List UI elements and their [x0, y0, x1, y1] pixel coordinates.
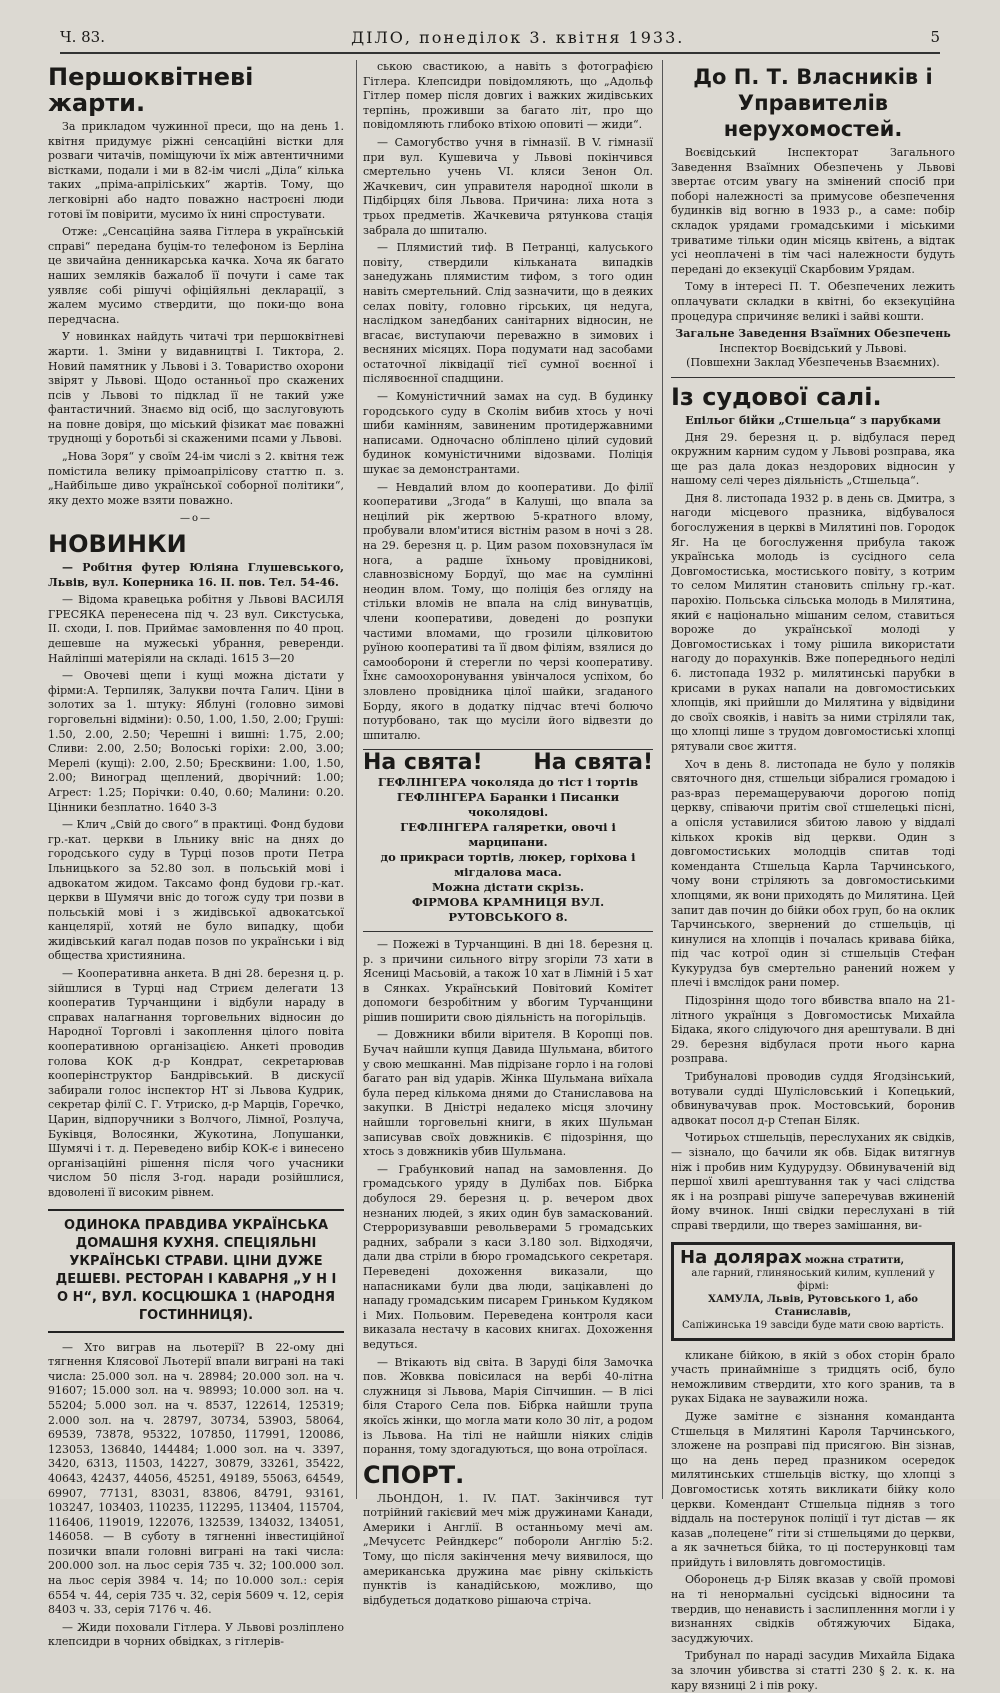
- column-2: [356, 60, 653, 1607]
- news-item: — Грабунковий напад на замовлення. До громадського уряду в Дулібах пов. Бібрка добулося 29. березня ц. р. вечером двох незнаних людей, з яких один був замаскований. Стерроризувавши револьверами 5 громадських радних, забрали з каси 3.180 зол. Відходячи, дали два стріли в бюро громадського секретаря. Переведені дохоження виказали, що напасниками були два люди, зацікавлені до нападу громадським писарем Гриньком Кудяком і Мих. Польовим. Переведена контроля каси виказала нестачу в касових книгах. Дохоження ведуться.: [363, 1162, 653, 1351]
- news-item: — Довжники вбили вірителя. В Коропці пов. Бучач найшли купця Давида Шульмана, вбитого у свою мешканні. Мав підрізане горло і на голові багато ран від ударів. Жінка Шульмана виїхала була перед кількома днями до Станиславова на закупки. В Дністрі недалеко місця злочину найшли торговельні книги, в яких Шульман записував своїх довжників. Є підозріння, що хтось з довжників убив Шульмана.: [363, 1028, 653, 1159]
- headline-court: Із судової салі.: [671, 382, 882, 411]
- article-paragraph: Воєвідський Інспекторат Загального Заведення Взаїмних Обезпечень у Львові звертає отсим увагу на змінений спосіб при поборі належності за примусове обезпечення будинків від вогню в 1933 р., а саме: побір складок урядами громадськими і міськими триватиме тільки один місяць квітень, а відтак усі неоплачені в тім часі належности будуть переданi до екзекуції Скарбовим Урядам.: [671, 146, 955, 276]
- news-item: — Невдалий влом до кооперативи. До філії кооперативи „Згода“ в Калуші, що впала за нецілий рік жертвою 5-кратного влому, пробували влом'итися вістнім разом в ночі з 28. на 29. березня ц. р. Цим разом поховзнулася їм нога, а радше їхньому провідникові, славнозвісному Бордуї, що має на сумлінні неодин влом. Тому, що поліція без огляду на стільки вломів не впала на слід винуватців, члени кооперативи, доведені до розпуки частими вломами, що грозили цілковитою руїною кооперативі та її двом філіям, взялися до самооборони й стерегли по черзі кооперативу. Їхнє самоохоронування увінчалося успіхом, бо зловлено провідника цілої шайки, згаданого Борду, якого в додатку підчас втечі болючо потурбовано, так що мусіли його відвезти до шпиталю.: [363, 480, 653, 742]
- masthead: [60, 22, 940, 54]
- ad-line: Можна дістати скрізь.: [431, 879, 585, 894]
- article-paragraph: Підозріння щодо того вбивства впало на 21-літного українця з Довгомостиськ Михайла Бідака, якого слідуючого дня арештували. В дні 29. березня відбулася проти нього карна розправа.: [671, 994, 955, 1066]
- news-item: — Втікають від світа. В Заруді біля Замочка пов. Жовква повісилася на вербі 40-літна служниця зі Львова, Марія Сіпчишин. — В лісі біля Старого Села пов. Бібрка найшли трупа якоїсь жінки, що могла мати коло 30 літ, а родом із Львова. На тілі не найшли ніяких слідів порання, тому здогадуються, що вона отроїлася.: [363, 1355, 653, 1457]
- carpet-ad-line: ХАМУЛА, Львів, Рутовського 1, або Станиславів,: [708, 1293, 918, 1318]
- carpet-ad-title: На долярах: [680, 1246, 802, 1268]
- signature-line: (Повшехни Заклад Убезпеченьв Взаємних).: [686, 356, 940, 370]
- headline-april-jokes: Першоквітневі жарти.: [48, 63, 254, 117]
- holiday-ad-title-left: На свята!: [363, 750, 483, 776]
- news-item: — Самогубство учня в гімназії. В V. гімназії при вул. Кушевича у Львові покінчився смертельно учень VI. кляси Зенон Ол. Жачкевич, син управителя народної школи в Підбірцях біля Львова. Причина: лиха нота з трьох предметів. Жачкевича рятункова стація забрала до шпиталю.: [363, 135, 653, 237]
- ad-line: ГЕФЛІНГЕРА чоколяда до тіст і тортів: [377, 774, 639, 789]
- news-item: — Пожежі в Турчанщині. В дні 18. березня ц. р. з причини сильного вітру згоріли 73 хати в Ясениці Масьовій, а також 10 хат в Лімній і 5 хат в Сянках. Український Повітовий Комітет допомоги безробітним у вбогим Турчанщини рішив поширити свою діяльність на погорільців.: [363, 937, 653, 1024]
- news-item: — Клич „Свій до свого“ в практиці. Фонд будови гр.-кат. церкви в Ільнику вніс на днях до городського суду в Турці позов проти Петра Ільницького за 52.80 зол. в польській мові і адвокатом жидом. Таксамо фонд будови гр.-кат. церкви в Шумячи вніс до тогож суду три позви в польській мові і з жидівської адвокатської канцелярії, хотяй не було випадку, щоби жидівський кагал подав позов по українськи і від общества християнина.: [48, 818, 344, 963]
- column-1: [48, 60, 344, 1649]
- column-3: [662, 60, 955, 1692]
- article-paragraph: кликане бійкою, в якій з обох сторін брало участь принаймніше з тридцять осіб, було неможливим ствердити, хто кого зранив, та в руках Бідака не зауважили ножа.: [671, 1348, 955, 1406]
- carpet-ad: [671, 1242, 955, 1341]
- news-item: — Кооперативна анкета. В дні 28. березня ц. р. зійшлися в Турці над Стриєм делегати 13 кооператив Турчанщини і відбули нараду в справах налагнання торговельних відносин до Народної Торговлі і закоплення цілого повіта кооперативною організацією. Анкеті проводив голова КОК д-р Кондрат, секретарював кооперінструктор Бандрівський. В дискусії забирали голос інспектор НТ зі Львова Кудрик, секретар філії С. Г. Утриско, д-р Марців, Горечко, Царин, відпоручники з Волчого, Лімної, Розлуча, Буківця, Волосянки, Жукотина, Лопушанки, Шумячі і т. д. Переведено вибір КОК-є і винесено організаційні рішення після чого учасники числом 50 після 3-год. наради розійшлися, вдоволені її високим рівнем.: [48, 967, 344, 1199]
- divider: [363, 931, 653, 932]
- carpet-ad-title-2: можна стратити,: [804, 1254, 905, 1266]
- article-paragraph: Чотирьох стшельців, переслуханих як свідків, — зізнало, що бачили як обв. Бідак витягнув ніж і пробив ним Кудурудзу. Обвинуваченій від першої хвилі арештування так у часі слідства як і на розправі рішуче заперечував вжиненій йому вчинок. Інші свідки переслухані в тій справі твердили, що тверез замішання, ви-: [671, 1131, 955, 1232]
- headline-news: НОВИНКИ: [48, 530, 187, 559]
- news-item: ЛЬОНДОН, 1. IV. ПАТ. Закінчився тут потрійний гакієвий меч між дружинами Канади, Америки і Англії. В останньому мечі ам. „Мечусетс Рейндкерс“ побороли Англію 5:2. Тому, що після закінчення мечу виявилося, що американська дружина має рівну скількість пунктів із канадійською, можливо, що відбудеться додатково рішаюча стріча.: [363, 1491, 653, 1607]
- news-item: — Відома кравецька робітня у Львові ВАСИЛЯ ГРЕСЯКА перенесена під ч. 23 вул. Сикстуська, ІІ. сходи, І. пов. Приймає замовлення по 40 проц. дешевше на мужеські убрання, реверенди. Найліпші матеріяли на складі. 1615 3—20: [48, 593, 344, 665]
- signature-line: Загальне Заведення Взаїмних Обезпечень: [675, 327, 951, 341]
- holiday-ad-header: [363, 750, 653, 776]
- article-paragraph: Отже: „Сенсаційна заява Гітлера в українській справі“ передана буцім-то телефоном із Берліна це звичайна денникарська качка. Хоча як багато наших земляків бажалоб її почути і саме так уявляє собі рішучі офіційяльні декларації, з жалем мусимо ствердити, що поки-що вона передчасна.: [48, 225, 344, 326]
- news-item: — Комуністичний замах на суд. В будинку городського суду в Сколім вибив хтось у ночі шиби камінням, завиненим протидержавними написами. Одночасно обліплено цілий судовий будинок комуністичними відозвами. Поліція шукає за демонстрантами.: [363, 390, 653, 477]
- signature-line: Інспектор Воєвідський у Львові.: [719, 341, 907, 355]
- headline-sport: СПОРТ.: [363, 1460, 465, 1489]
- article-paragraph: Хоч в день 8. листопада не було у поляків святочного дня, стшельци зібралися громадою і раз-враз перемащеруваючи дорогою попід церкву, співаючи притім свої стшелецькі пісні, а опісля уставилися збитою лавою у віддалі кількох кроків від церкви. Один з довгомостиських молодців спитав тоді коменданта Стшельца Карла Тарчинського, чому вони стріляють за довгомостиськими хлопцями, як вони приходять до Милятина. Цей запит дав почин до бійки обох груп, бо на оклик Тарчинського, звернений до стшельців, ці кинулися на хлопців і почалась кривава бійка, під час котрої один зі стшельців Стефан Кукурудза був смертельно ранений ножем у плечі і вмслідок рани помер.: [671, 757, 955, 990]
- page-label: Ч. 83.: [60, 28, 105, 46]
- news-item: ською свастикою, а навіть з фотографією Гітлера. Клепсидри повідомляють, що „Адольф Гітлер помер після довгих і важких жидівських терпінь, проживши за багато літ, про що повідомляють глибоко втіхою оповиті — жиди“.: [363, 60, 653, 132]
- ad-line: до прикраси тортів, люкер, горіхова і мігдалова маса.: [380, 849, 636, 879]
- headline-owners: До П. Т. Власників і Управителів нерухомостей.: [693, 65, 933, 141]
- article-paragraph: Оборонець д-р Біляк вказав у своїй промові на ті ненормальні сусідські відносини та твердив, що ненависть і заслипленння могли і у визнаннях свідків обтяжуючих Бідака, засуджуючих.: [671, 1573, 955, 1645]
- page-number: 5: [930, 28, 940, 46]
- article-paragraph: У новинках найдуть читачі три першоквітневі жарти. 1. Зміни у видавництві І. Тиктора, 2. Новий памятник у Львові і 3. Товариство охорони звірят у Львові. Щодо останньої про скажених псів у Львові то підклад її не такий уже фантастичний. Знаємо від осіб, що заслуговують на повне довіря, що міський фізикат має поважні труднощі у боротьбі зі скаженими псами у Львові.: [48, 330, 344, 446]
- divider: —o—: [179, 513, 213, 525]
- article-paragraph: За прикладом чужинної преси, що на день 1. квітня придумує ріжні сенсаційні вістки для розваги читачів, поміщуючи їх між автентичними вістками, подали і ми в 82-ім числі „Діла“ кілька таких „пріма-апріліських“ жартів. Тому, що легковірні або надто поважно настроєні люди готові їм повірити, мусимо їх нині спростувати.: [48, 120, 344, 221]
- article-paragraph: Трибунал по нараді засудив Михайла Бідака за злочин убивства зі статті 230 § 2. к. к. на кару вязниці 2 і пів року.: [671, 1649, 955, 1692]
- article-paragraph: Дня 29. березня ц. р. відбулася перед окружним карним судом у Львові розправа, яка ще раз дала доказ нездорових відносин у нашому селі через діяльність „Стшельца“.: [671, 430, 955, 488]
- article-paragraph: Трибуналові проводив суддя Ягодзінський, вотували судді Шулісловський і Копецький, обвинувачував прок. Мостовський, боронив адвокат посол д-р Степан Біляк.: [671, 1070, 955, 1127]
- subheadline: Епільог бійки „Стшельца“ з парубками: [685, 413, 941, 427]
- carpet-ad-line: Сапіжинська 19 завсіди буде мати свою вартість.: [681, 1319, 945, 1331]
- article-paragraph: „Нова Зоря“ у своїм 24-ім числі з 2. квітня теж помістила велику прімоапрілісову статтю п. з. „Найбільше диво української соборної політики“, яку дехто може взяти поважно.: [48, 450, 344, 507]
- divider: [671, 377, 955, 378]
- ad-line: ГЕФЛІНГЕРА галяретки, овочі і марципани.: [400, 819, 616, 849]
- ad-line: ФІРМОВА КРАМНИЦЯ ВУЛ. РУТОВСЬКОГО 8.: [411, 894, 605, 924]
- holiday-ad-title-right: На свята!: [533, 750, 653, 776]
- news-item: — Робітня футер Юліяна Глушевського, Львів, вул. Коперника 16. II. пов. Тел. 54-46.: [48, 561, 344, 589]
- carpet-ad-line: але гарний, глиняноський килим, куплений у фірмі:: [691, 1267, 935, 1292]
- article-paragraph: Дня 8. листопада 1932 р. в день св. Дмитра, з нагоди місцевого празника, відбувалося богослужения в церкві в Милятині пов. Городок Яг. На це богослуження прибула також українська молодь із сусідного села Довгомостиська, мостиського повіту, з котрим то селом Милятин становить спільну гр.-кат. парохію. Польська сільська молодь в Милятина, який є національно мішаним селом, ставиться вороже до української молоді у Довгомостиськах і тому рішила використати нагоду до порахунків. Вже попереднього неділі 6. листопада 1932 р. милятинські парубки в крисами в руках напали на довгомостиських хлопців, які прийшли до Милятина у відвідини до своїх свояків, і навіть за ними стріляли так, що хлопці лише з трудом довгомостиські хлопці рятували своє життя.: [671, 491, 955, 753]
- news-item: — Хто виграв на льотерії? В 22-ому дні тягнення Клясової Льотерії впали виграні на такі числа: 25.000 зол. на ч. 28984; 20.000 зол. на ч. 91607; 15.000 зол. на ч. 98993; 10.000 зол. на ч. 55204; 5.000 зол. на ч. 8537, 122614, 125319; 2.000 зол. на ч. 28797, 30734, 53903, 58064, 69539, 73878, 95322, 107850, 117991, 120086, 123053, 136840, 144484; 1.000 зол. на ч. 3397, 3420, 6313, 11503, 14227, 30879, 33261, 35422, 40643, 42437, 44056, 45251, 49189, 55063, 64549, 69907, 77131, 83031, 83806, 84791, 93161, 103247, 103403, 110235, 112295, 113404, 115704, 116406, 119019, 122076, 132539, 134032, 134051, 146058. — В суботу в тягненні інвестиційної позички впали головні виграні на такі числа: 200.000 зол. на льос серія 735 ч. 32; 100.000 зол. на льос серія 3984 ч. 14; по 10.000 зол.: серія 6554 ч. 44, серія 735 ч. 32, серія 5609 ч. 12, серія 8403 ч. 33, серія 7176 ч. 46.: [48, 1340, 344, 1617]
- newspaper-title: ДІЛО, понеділок 3. квітня 1933.: [351, 27, 685, 47]
- news-item: — Овочеві щепи і кущі можна дістати у фірми:А. Терпиляк, Залукви почта Галич. Ціни в золотих за 1. штуку: Яблуні (головно зимові горговельні відміни): 0.50, 1.00, 1.50, 2.00; Груші: 1.50, 2.00, 2.50; Черешні і вишні: 1.75, 2.00; Сливи: 2.00, 2.50; Волоські горіхи: 2.00, 3.00; Мерелі (кущі): 2.00, 2.50; Бресквини: 1.00, 1.50, 2.00; Виноград щеплений, дворічний: 1.00; Агрест: 1.25; Порічки: 0.40, 0.60; Малини: 0.20. Цінники безплатно. 1640 3-3: [48, 669, 344, 814]
- news-item: — Плямистий тиф. В Петранці, калуського повіту, ствердили кільканата випадків занедужань плямистим тифом, з того один навіть смертельний. Слід зазначити, що в деяких селах повіту, головно гірських, ця недуга, наслідком занедбаних санітарних відносин, не вгасає, виступаючи переважно в зимових і весняних місяцях. Пора подумати над засобами остаточної ліквідації тієї сумної воєнної і післявоєнної спадщини.: [363, 241, 653, 386]
- restaurant-ad: ОДИНОКА ПРАВДИВА УКРАЇНСЬКА ДОМАШНЯ КУХНЯ. СПЕЦІЯЛЬНІ УКРАЇНСЬКІ СТРАВИ. ЦІНИ ДУЖЕ ДЕШЕВІ. РЕСТОРАН І КАВАРНЯ „У Н І О Н“, ВУЛ. КОСЦЮШКА 1 (НАРОДНЯ ГОСТИННИЦЯ).: [48, 1209, 344, 1333]
- ad-line: ГЕФЛІНГЕРА Баранки і Писанки чоколядові.: [396, 789, 620, 819]
- article-paragraph: Тому в інтересі П. Т. Обезпечених лежить оплачувати складки в квітні, бо екзекуційна процедура спричиняє великі і зайві кошти.: [671, 280, 955, 323]
- article-paragraph: Дуже замітне є зізнання команданта Стшельця в Милятині Кароля Тарчинського, зложене на розправі під присягою. Він зізнав, що на день перед празником осередок милятинських стшельців вістку, що хлопці з Довгомостиськ хотять викликати бійку коло церкви. Комендант Стшельца підняв з того віддаль на постерунок поліції і тут дістав — як казав „полецене“ гіти зі стшельцями до церкви, а як зачнеться бійка, то ці постерунковці там прийдуть і виловлять довгомостиців.: [671, 1409, 955, 1569]
- news-item: — Жиди поховали Гітлера. У Львові розліплено клепсидри в чорних обвідках, з гітлерів-: [48, 1620, 344, 1649]
